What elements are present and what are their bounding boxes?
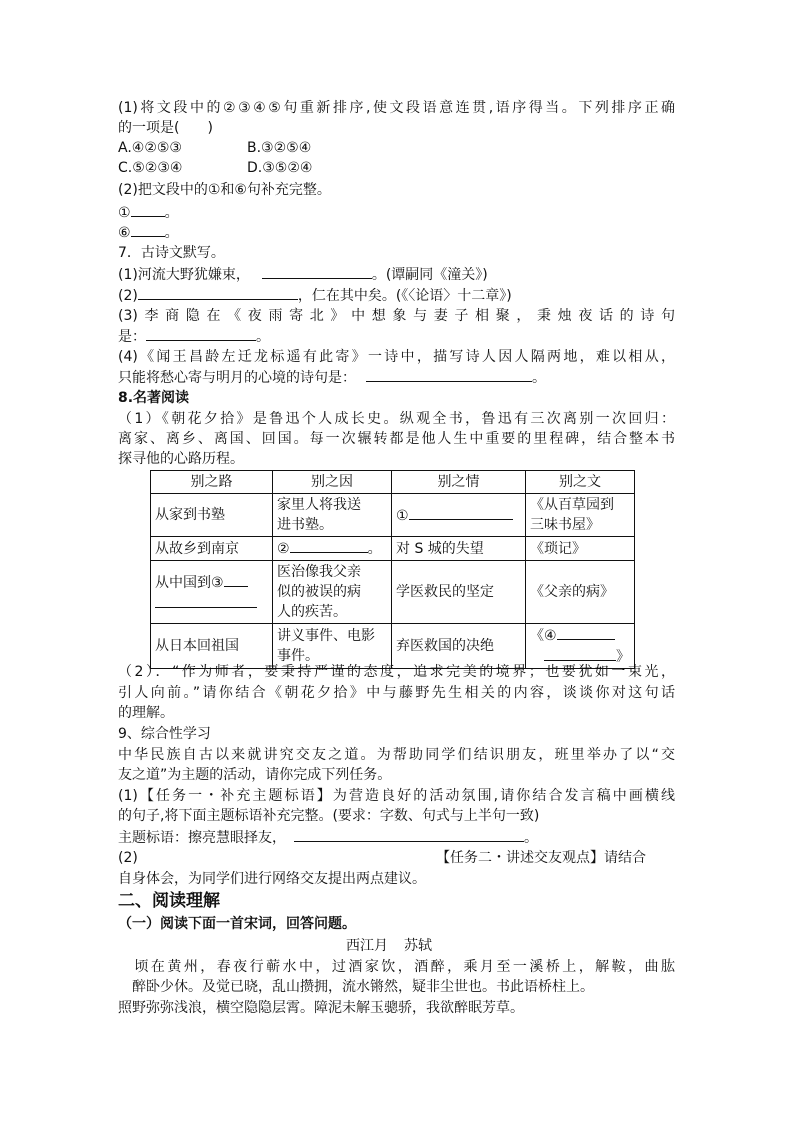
answer-blank[interactable] [131, 202, 165, 217]
table-header: 别之情 [392, 471, 526, 494]
q7-item-2-num: (2) [118, 288, 138, 304]
q6-fill-6 [118, 222, 179, 243]
book-close: 》 [616, 649, 630, 665]
q6-part1-line2: 的一项是( ) [118, 120, 213, 136]
q8-part2-line2: 引人向前。”请你结合《朝花夕拾》中与藤野先生相关的内容，谈谈你对这句话 [118, 685, 675, 701]
period: 。 [367, 541, 382, 557]
cell-line: 《从百草园到 [530, 497, 614, 513]
period: 。 [164, 225, 179, 241]
answer-blank[interactable] [557, 625, 615, 640]
q8-intro-line1: （1）《朝花夕拾》是鲁迅个人成长史。纵观全书，鲁迅有三次离别一次回归： [118, 411, 675, 427]
poem-verse-1: 照野弥弥浅浪，横空隐隐层霄。障泥未解玉骢骄，我欲醉眠芳草。 [118, 1000, 524, 1016]
table-cell: 从日本回祖国 [151, 624, 273, 669]
answer-blank[interactable] [544, 646, 616, 661]
answer-blank[interactable] [294, 827, 524, 842]
table-cell: 学医救民的坚定 [392, 561, 526, 624]
table-header: 别之路 [151, 471, 273, 494]
cell-line: 人的疾苦。 [277, 604, 347, 620]
q7-item-3-prefix: 是： [118, 329, 146, 345]
q6-option-a: A.④②⑤③ [118, 140, 182, 156]
q8-title: 8.名著阅读 [118, 390, 190, 406]
table-row [151, 537, 635, 561]
table-header: 别之文 [526, 471, 635, 494]
period: 。 [164, 205, 179, 221]
q9-slogan [118, 827, 538, 848]
poem-title [346, 936, 432, 956]
cell-line: 似的被误的病 [277, 584, 361, 600]
table-cell: 从家到书塾 [151, 494, 273, 537]
table-cell [273, 537, 392, 561]
q8-intro-line3: 探寻他的心路历程。 [118, 451, 244, 467]
period: 。 [532, 370, 546, 386]
blank-label: ① [396, 507, 409, 524]
table-cell: 弃医救国的决绝 [392, 624, 526, 669]
cell-line: 三味书屋》 [530, 517, 600, 533]
table-cell [273, 561, 392, 624]
blank-label: 从中国到③ [155, 574, 224, 591]
table-cell [526, 494, 635, 537]
q9-task1-line2: 的句子,将下面主题标语补充完整。(要求：字数、句式与上半句一致) [118, 808, 540, 824]
table-cell [273, 494, 392, 537]
table-cell: 《父亲的病》 [526, 561, 635, 624]
q9-task2-line2: 自身体会，为同学们进行网络交友提出两点建议。 [118, 871, 426, 887]
q7-item-3-line1: (3)李商隐在《夜雨寄北》中想象与妻子相聚，秉烛夜话的诗句 [118, 308, 675, 324]
q7-item-2 [118, 285, 512, 306]
cell-line: 医治像我父亲 [277, 564, 361, 580]
answer-blank[interactable] [290, 538, 368, 553]
cell-line [155, 572, 268, 593]
answer-blank[interactable] [131, 222, 165, 237]
table-header-row [151, 471, 635, 494]
answer-blank[interactable] [366, 367, 532, 382]
slogan-text: 主题标语：擦亮慧眼择友， [118, 830, 286, 846]
q9-task2-title: 【任务二・讲述交友观点】请结合 [436, 850, 646, 866]
q7-item-3-line2 [118, 326, 270, 347]
table-row [151, 494, 635, 537]
q7-item-4-line2 [118, 367, 546, 388]
poem-preface-line1: 顷在黄州，春夜行蕲水中，过酒家饮，酒醉，乘月至一溪桥上，解鞍，曲肱 [118, 959, 675, 975]
q6-option-b: B.③②⑤④ [247, 140, 312, 156]
q7-item-1 [118, 264, 488, 285]
answer-blank[interactable] [409, 505, 513, 520]
q7-title: 7．古诗文默写。 [118, 245, 225, 261]
q9-task1-line1: (1)【任务一・补充主题标语】为营造良好的活动氛围,请你结合发言稿中画横线 [118, 788, 675, 804]
fill-label-1: ① [118, 205, 131, 221]
answer-blank[interactable] [138, 285, 298, 300]
q7-item-4-text: 只能将愁心寄与明月的心境的诗句是： [118, 370, 356, 386]
q6-part1-line1: (1)将文段中的②③④⑤句重新排序,使文段语意连贯,语序得当。下列排序正确 [118, 100, 675, 116]
q6-part2: (2)把文段中的①和⑥句补充完整。 [118, 182, 331, 198]
q9-task2-num: (2) [118, 850, 138, 866]
period: 。 [524, 830, 538, 846]
table-cell: 《琐记》 [526, 537, 635, 561]
answer-blank[interactable] [146, 326, 256, 341]
q6-option-c: C.⑤②③④ [118, 160, 183, 176]
cell-line [155, 593, 268, 613]
q6-option-d: D.③⑤②④ [247, 160, 313, 176]
answer-blank[interactable] [224, 572, 248, 587]
q9-intro-line1: 中华民族自古以来就讲究交友之道。为帮助同学们结识朋友，班里举办了以“交 [118, 747, 675, 763]
answer-blank[interactable] [155, 593, 257, 608]
q7-item-1-text: (1)河流大野犹嫌束， [118, 267, 250, 283]
poem-name: 西江月 [346, 938, 388, 954]
table-cell [151, 561, 273, 624]
q9-intro-line2: 友之道”为主题的活动，请你完成下列任务。 [118, 767, 392, 783]
poem-preface-line2: 醉卧少休。及觉已晓，乱山攒拥，流水锵然，疑非尘世也。书此语桥柱上。 [118, 979, 594, 995]
q8-part2-line1: （2）．“作为师者，要秉持严谨的态度，追求完美的境界；也要犹如一束光， [118, 664, 675, 680]
table-header: 别之因 [273, 471, 392, 494]
table-row [151, 561, 635, 624]
blank-label: ② [277, 541, 290, 557]
table-cell [392, 494, 526, 537]
cell-line: 进书塾。 [277, 517, 333, 533]
section-title: 二、阅读理解 [118, 891, 220, 911]
table-cell: 从故乡到南京 [151, 537, 273, 561]
cell-line: 讲义事件、电影 [277, 628, 375, 644]
period: 。 [256, 329, 270, 345]
q7-item-4-line1: (4)《闻王昌龄左迁龙标遥有此寄》一诗中，描写诗人因人隔两地，难以相从， [118, 349, 675, 365]
cell-line [530, 625, 630, 646]
poem-author: 苏轼 [404, 938, 432, 954]
table-cell: 对 S 城的失望 [392, 537, 526, 561]
fill-label-6: ⑥ [118, 225, 131, 241]
section-subtitle: （一）阅读下面一首宋词，回答问题。 [118, 916, 356, 932]
q7-item-1-source: 。(谭嗣同《潼关》) [371, 267, 488, 283]
q7-item-2-text: ，仁在其中矣。(《〈论语〉十二章》) [297, 288, 512, 304]
q9-title: 9、综合性学习 [118, 726, 211, 742]
q8-intro-line2: 离家、离乡、离国、回国。每一次辗转都是他人生中重要的里程碑，结合整本书 [118, 431, 675, 447]
cell-line: 事件。 [277, 648, 319, 664]
q6-fill-1 [118, 202, 179, 223]
q8-part2-line3: 的理解。 [118, 705, 174, 721]
journey-table [150, 470, 635, 669]
cell-line: 家里人将我送 [277, 497, 361, 513]
answer-blank[interactable] [262, 264, 372, 279]
blank-label: 《④ [530, 628, 557, 644]
